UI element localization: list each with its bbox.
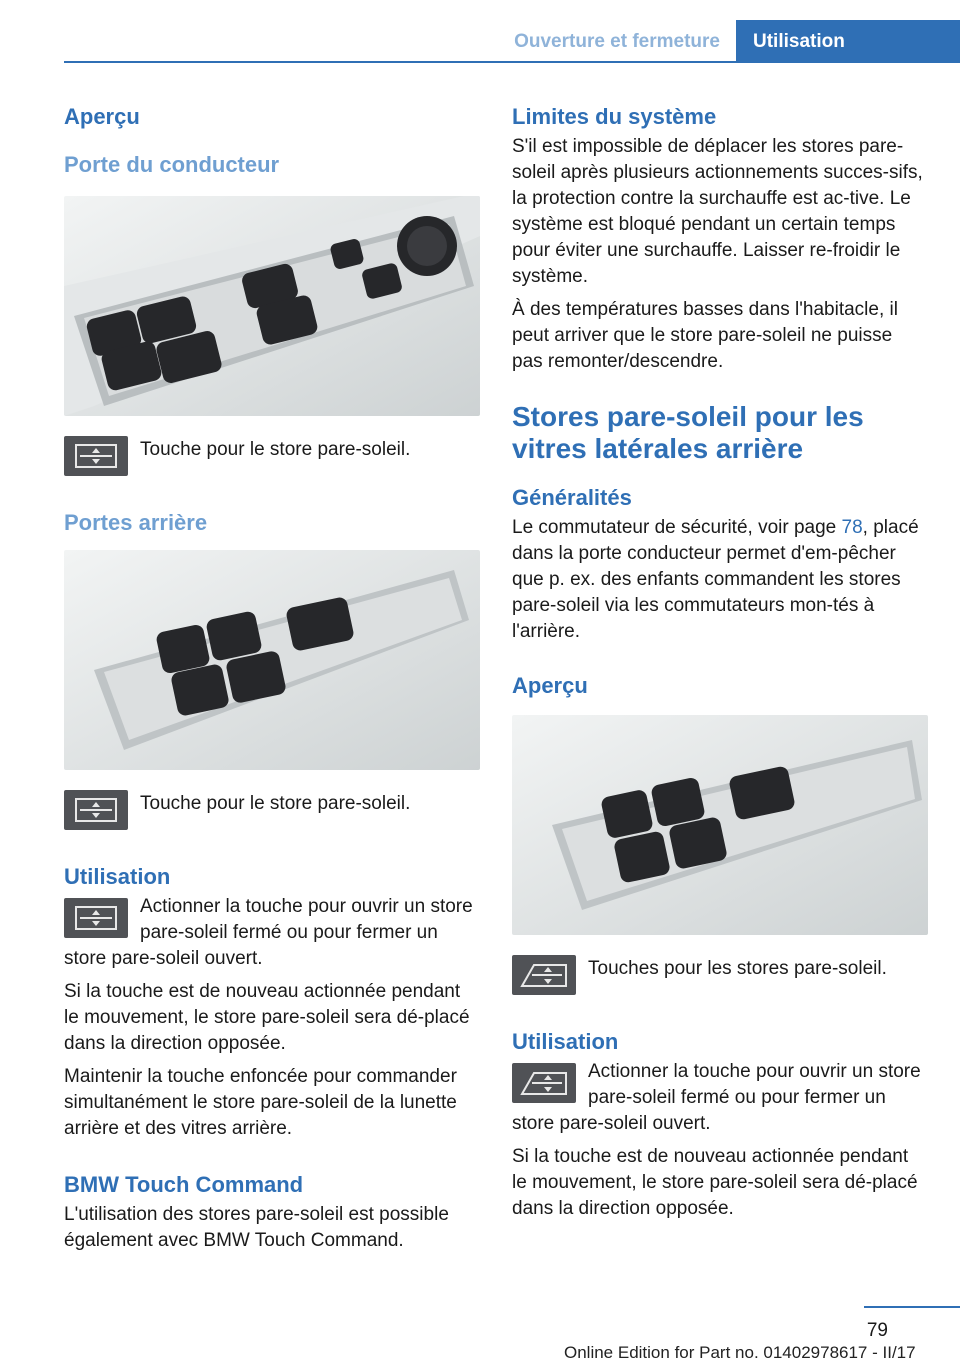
- usage-paragraph-1: [64, 894, 480, 972]
- rear-key-text: Touche pour le store pare-soleil.: [140, 793, 411, 814]
- edition-note: Online Edition for Part no. 01402978617 - II/17: [564, 1343, 916, 1362]
- general-heading: Généralités: [512, 485, 632, 510]
- limits-paragraph-2: À des températures basses dans l'habitacle, il peut arriver que le store pare-soleil ne puisse pas remonter/descendre.: [512, 299, 898, 372]
- usage-paragraph-2: Si la touche est de nouveau actionnée pendant le mouvement, le store pare-soleil sera dé‐placé dans la direction opposée.: [64, 981, 470, 1054]
- usage-right-paragraph-2: Si la touche est de nouveau actionnée pendant le mouvement, le store pare-soleil sera dé‐placé dans la direction opposée.: [512, 1146, 918, 1219]
- limits-heading: Limites du système: [512, 104, 717, 129]
- sunblind-key-icon: [64, 790, 128, 830]
- side-window-photo: [512, 715, 928, 935]
- touch-command-heading: BMW Touch Command: [64, 1172, 304, 1197]
- limits-paragraph-1: S'il est impossible de déplacer les stores pare-soleil après plusieurs actionnements succes‐sifs, la protection contre la surchauffe est ac‐tive. Le système est bloqué pendant un certain temps pour éviter une surchauffe. Laisser re‐froidir le système.: [512, 136, 923, 287]
- general-paragraph: [512, 515, 928, 645]
- header-section: Ouverture et fermeture: [514, 31, 720, 52]
- driver-door-photo: [64, 196, 480, 416]
- usage-heading-right: Utilisation: [512, 1029, 619, 1054]
- overview-heading: Aperçu: [64, 104, 140, 129]
- driver-door-heading: Porte du conducteur: [64, 152, 280, 177]
- right-column: [512, 100, 928, 1229]
- header-rule: [64, 61, 960, 63]
- footer-rule: [864, 1306, 960, 1308]
- general-text-b: , placé dans la porte conducteur permet d'em‐pêcher que p. ex. des enfants commandent les stores pare-soleil via les commutateurs mon‐tés à l'arrière.: [512, 517, 919, 642]
- side-sunblind-key-icon: [512, 955, 576, 995]
- side-keys-text: Touches pour les stores pare-soleil.: [588, 958, 887, 979]
- sunblind-key-icon: [64, 436, 128, 476]
- side-blinds-heading: Stores pare-soleil pour les vitres latérales arrière: [512, 401, 864, 464]
- usage-heading: Utilisation: [64, 864, 171, 889]
- left-column: [64, 100, 480, 1261]
- touch-command-paragraph: L'utilisation des stores pare-soleil est possible également avec BMW Touch Command.: [64, 1204, 449, 1251]
- driver-key-legend: [64, 436, 480, 476]
- usage-right-paragraph-1: [512, 1059, 928, 1137]
- side-sunblind-key-icon: [512, 1063, 576, 1103]
- page-number: 79: [866, 1320, 888, 1341]
- usage-right-paragraph-1-text: Actionner la touche pour ouvrir un store pare-soleil fermé ou pour fermer un store pare-soleil ouvert.: [512, 1061, 921, 1134]
- rear-door-photo: [64, 550, 480, 770]
- rear-doors-heading: Portes arrière: [64, 510, 208, 535]
- header-tab: Utilisation: [736, 20, 960, 62]
- usage-paragraph-3: Maintenir la touche enfoncée pour commander simultanément le store pare-soleil de la lunette arrière et des vitres arrière.: [64, 1066, 457, 1139]
- rear-key-legend: [64, 790, 480, 830]
- general-text-a: Le commutateur de sécurité, voir page: [512, 517, 842, 538]
- driver-key-text: Touche pour le store pare-soleil.: [140, 439, 411, 460]
- overview-heading-right: Aperçu: [512, 673, 588, 698]
- sunblind-key-icon: [64, 898, 128, 938]
- side-keys-legend: [512, 955, 928, 995]
- page-link[interactable]: 78: [841, 517, 863, 538]
- usage-paragraph-1-text: Actionner la touche pour ouvrir un store pare-soleil fermé ou pour fermer un store pare-soleil ouvert.: [64, 896, 473, 969]
